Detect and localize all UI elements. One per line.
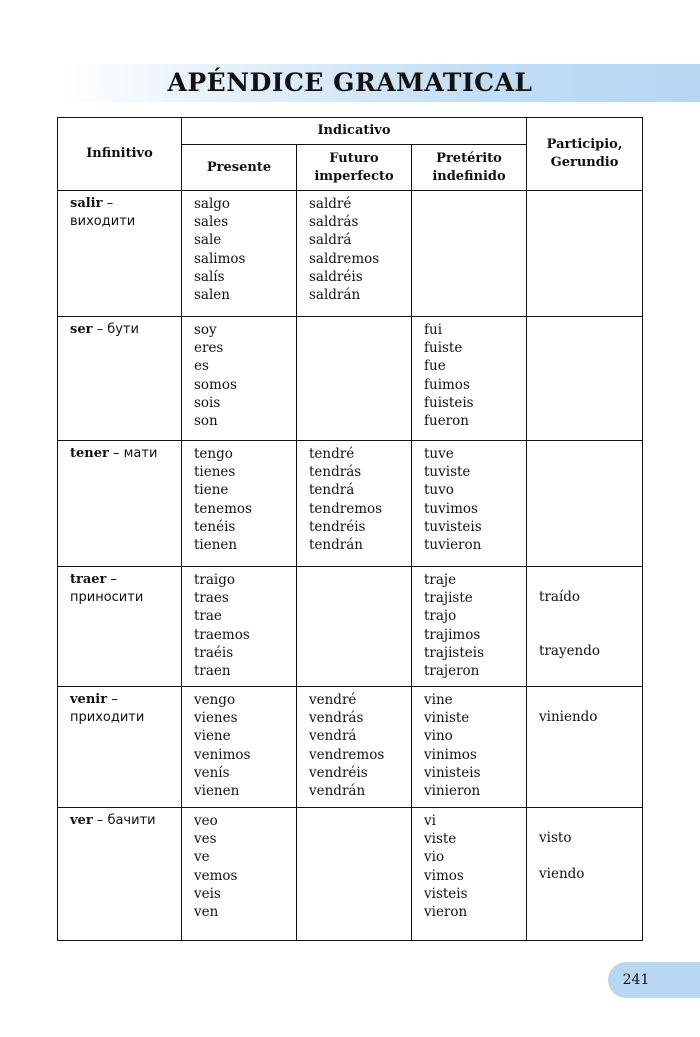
conjugated-form: salimos <box>194 250 246 267</box>
conjugated-form: tuvisteis <box>424 518 482 535</box>
conjugated-form: traéis <box>194 644 234 661</box>
conjugated-form: saldrás <box>309 214 359 231</box>
conjugated-form: trae <box>194 608 222 625</box>
conjugated-form: salís <box>194 268 225 285</box>
conjugated-form: veis <box>194 885 221 902</box>
infinitive-spanish: tener <box>70 446 109 461</box>
conjugated-form: venís <box>194 764 230 781</box>
header-futuro: Futuro imperfecto <box>297 145 412 191</box>
infinitive-spanish: ver <box>70 813 93 828</box>
futuro-cell <box>297 441 412 567</box>
conjugated-form: trajimos <box>424 626 481 643</box>
conjugated-form: tenéis <box>194 518 236 535</box>
preterito-cell <box>412 317 527 441</box>
conjugated-form: vino <box>424 728 453 745</box>
infinitive-translation: мати <box>123 446 158 461</box>
header-presente: Presente <box>182 145 297 191</box>
infinitive-translation: бачити <box>107 813 156 828</box>
participio-value: traído <box>539 589 581 605</box>
infinitive-cell <box>58 191 182 317</box>
conjugated-form: vinieron <box>424 783 481 800</box>
infinitive-translation: бути <box>107 322 139 337</box>
conjugated-form: tendremos <box>309 500 383 517</box>
conjugated-form: tenemos <box>194 500 252 517</box>
conjugated-form: fui <box>424 322 443 338</box>
conjugated-form: visteis <box>424 885 468 902</box>
futuro-cell <box>297 317 412 441</box>
conjugated-form: son <box>194 413 218 430</box>
preterito-cell <box>412 191 527 317</box>
conjugated-form: vinisteis <box>424 764 481 781</box>
conjugated-form: traes <box>194 590 229 607</box>
conjugated-form: somos <box>194 376 237 393</box>
conjugated-form: tendrán <box>309 537 363 554</box>
infinitive-dash: – <box>108 446 124 461</box>
verb-row <box>58 317 643 441</box>
conjugated-form: vendrán <box>309 783 366 800</box>
conjugated-form: vienes <box>194 710 238 727</box>
presente-cell <box>182 441 297 567</box>
infinitive-cell <box>58 808 182 941</box>
verb-row <box>58 808 643 941</box>
conjugated-form: vienen <box>194 783 240 800</box>
presente-cell <box>182 687 297 808</box>
infinitive-cell <box>58 441 182 567</box>
conjugated-form: vengo <box>194 692 236 708</box>
verb-conjugation-table <box>57 117 643 941</box>
conjugated-form: tendré <box>309 446 355 462</box>
futuro-cell <box>297 687 412 808</box>
conjugated-form: traigo <box>194 572 236 588</box>
conjugated-form: fueron <box>424 413 469 430</box>
futuro-cell <box>297 191 412 317</box>
participio-gerundio-cell <box>527 441 643 567</box>
verb-row <box>58 687 643 808</box>
conjugated-form: vemos <box>194 867 238 884</box>
conjugated-form: eres <box>194 340 224 357</box>
conjugated-form: fuiste <box>424 340 463 357</box>
page-title: APÉNDICE GRAMATICAL <box>167 68 533 97</box>
presente-cell <box>182 808 297 941</box>
conjugated-form: ves <box>194 831 217 848</box>
conjugated-form: ven <box>194 904 219 921</box>
participio-gerundio-cell <box>527 687 643 808</box>
conjugated-form: saldré <box>309 196 352 212</box>
table-body <box>58 191 643 941</box>
preterito-cell <box>412 687 527 808</box>
conjugated-form: tendrá <box>309 482 355 499</box>
gerundio-value: viendo <box>539 866 585 882</box>
conjugated-form: tuvo <box>424 482 454 499</box>
conjugated-form: fuimos <box>424 376 470 393</box>
conjugated-form: salgo <box>194 196 231 212</box>
conjugated-form: vieron <box>424 904 468 921</box>
header-infinitivo: Infinitivo <box>58 118 182 191</box>
futuro-cell <box>297 567 412 687</box>
conjugated-form: vinimos <box>424 746 477 763</box>
conjugated-form: saldréis <box>309 268 363 285</box>
presente-cell <box>182 317 297 441</box>
conjugated-form: viniste <box>424 710 470 727</box>
infinitive-dash: – <box>106 572 118 587</box>
gerundio-value: trayendo <box>539 643 601 659</box>
header-preterito: Pretérito indefinido <box>412 145 527 191</box>
header-indicativo: Indicativo <box>182 118 527 145</box>
infinitive-spanish: venir <box>70 692 108 707</box>
conjugated-form: saldremos <box>309 250 380 267</box>
conjugated-form: vio <box>424 849 445 866</box>
conjugated-form: veo <box>194 813 218 829</box>
infinitive-translation: приходити <box>70 710 145 726</box>
infinitive-dash: – <box>92 813 108 828</box>
conjugated-form: traemos <box>194 626 250 643</box>
conjugated-form: sale <box>194 232 222 249</box>
conjugated-form: trajiste <box>424 590 473 607</box>
conjugated-form: tuve <box>424 446 454 462</box>
conjugated-form: salen <box>194 287 230 304</box>
conjugated-form: tengo <box>194 446 233 462</box>
conjugated-form: sois <box>194 394 221 411</box>
infinitive-spanish: salir <box>70 196 103 211</box>
conjugated-form: vine <box>424 692 453 708</box>
conjugated-form: fuisteis <box>424 394 474 411</box>
participio-gerundio-cell <box>527 567 643 687</box>
infinitive-dash: – <box>102 196 114 211</box>
conjugated-form: trajeron <box>424 663 480 680</box>
conjugated-form: vendrá <box>309 728 357 745</box>
conjugated-form: es <box>194 358 209 375</box>
conjugated-form: tendrás <box>309 464 362 481</box>
page-number: 241 <box>622 972 650 988</box>
conjugated-form: vi <box>424 813 436 829</box>
conjugated-form: vendremos <box>309 746 385 763</box>
presente-cell <box>182 567 297 687</box>
conjugated-form: vimos <box>424 867 464 884</box>
conjugated-form: vendréis <box>309 764 368 781</box>
conjugated-form: tuviste <box>424 464 471 481</box>
verb-row <box>58 567 643 687</box>
conjugated-form: tuvimos <box>424 500 478 517</box>
conjugated-form: viste <box>424 831 457 848</box>
conjugated-form: vendré <box>309 692 357 708</box>
infinitive-spanish: ser <box>70 322 93 337</box>
conjugated-form: trajisteis <box>424 644 485 661</box>
infinitive-translation: приносити <box>70 590 144 606</box>
gerundio-value: viniendo <box>539 709 598 725</box>
infinitive-translation: виходити <box>70 214 136 230</box>
conjugated-form: tienen <box>194 537 238 554</box>
conjugated-form: traen <box>194 663 231 680</box>
conjugated-form: saldrá <box>309 232 352 249</box>
preterito-cell <box>412 441 527 567</box>
infinitive-cell <box>58 687 182 808</box>
infinitive-cell <box>58 317 182 441</box>
conjugated-form: tendréis <box>309 518 366 535</box>
participio-value: visto <box>539 830 572 846</box>
infinitive-dash: – <box>92 322 108 337</box>
header-participio-gerundio: Participio, Gerundio <box>527 118 643 191</box>
conjugated-form: traje <box>424 572 457 588</box>
futuro-cell <box>297 808 412 941</box>
participio-gerundio-cell <box>527 191 643 317</box>
conjugated-form: ve <box>194 849 210 866</box>
conjugated-form: viene <box>194 728 231 745</box>
conjugated-form: tiene <box>194 482 229 499</box>
conjugated-form: venimos <box>194 746 251 763</box>
participio-gerundio-cell <box>527 808 643 941</box>
preterito-cell <box>412 567 527 687</box>
infinitive-dash: – <box>107 692 118 707</box>
conjugated-form: vendrás <box>309 710 364 727</box>
participio-gerundio-cell <box>527 317 643 441</box>
verb-row <box>58 191 643 317</box>
conjugated-form: soy <box>194 322 217 338</box>
verb-row <box>58 441 643 567</box>
conjugated-form: trajo <box>424 608 457 625</box>
conjugated-form: tuvieron <box>424 537 482 554</box>
conjugated-form: saldrán <box>309 287 361 304</box>
conjugated-form: fue <box>424 358 446 375</box>
conjugated-form: sales <box>194 214 229 231</box>
preterito-cell <box>412 808 527 941</box>
infinitive-cell <box>58 567 182 687</box>
presente-cell <box>182 191 297 317</box>
conjugated-form: tienes <box>194 464 236 481</box>
infinitive-spanish: traer <box>70 572 107 587</box>
